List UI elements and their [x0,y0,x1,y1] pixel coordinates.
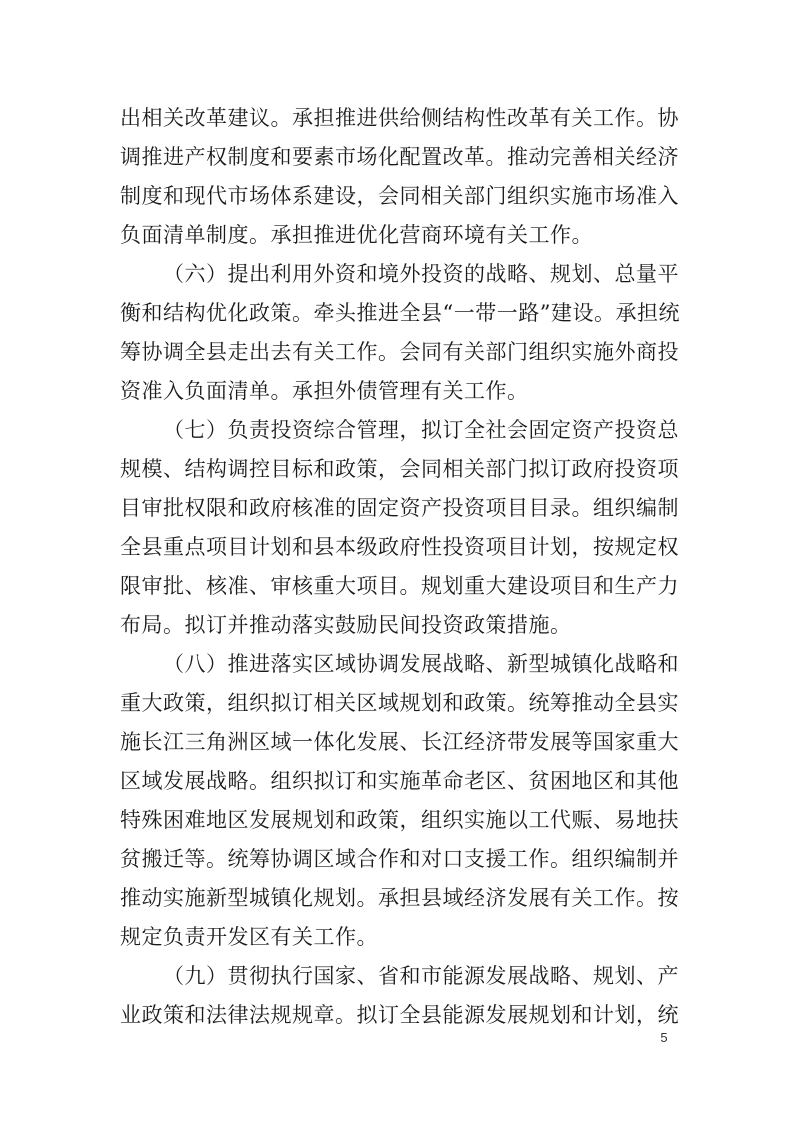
page-number: 5 [660,1030,668,1045]
text-line: 业政策和法律法规规章。拟订全县能源发展规划和计划，统 [120,1003,679,1027]
text-line: 全县重点项目计划和县本级政府性投资项目计划，按规定权 [120,535,679,559]
text-line: 重大政策，组织拟订相关区域规划和政策。统筹推动全县实 [120,691,679,715]
text-line: 区域发展战略。组织拟订和实施革命老区、贫困地区和其他 [120,769,679,793]
text-line: 筹协调全县走出去有关工作。会同有关部门组织实施外商投 [120,340,679,364]
text-line: 特殊困难地区发展规划和政策，组织实施以工代赈、易地扶 [120,808,679,832]
paragraph-start-line: （六）提出利用外资和境外投资的战略、规划、总量平 [163,262,679,286]
text-line: 负面清单制度。承担推进优化营商环境有关工作。 [120,223,593,247]
text-line: 施长江三角洲区域一体化发展、长江经济带发展等国家重大 [120,730,679,754]
text-line: 出相关改革建议。承担推进供给侧结构性改革有关工作。协 [120,106,679,130]
paragraph-start-line: （七）负责投资综合管理，拟订全社会固定资产投资总 [163,418,679,442]
text-line: 贫搬迁等。统筹协调区域合作和对口支援工作。组织编制并 [120,847,679,871]
text-line: 调推进产权制度和要素市场化配置改革。推动完善相关经济 [120,145,679,169]
paragraph-start-line: （八）推进落实区域协调发展战略、新型城镇化战略和 [163,652,679,676]
text-line: 规定负责开发区有关工作。 [120,925,378,949]
text-line: 限审批、核准、审核重大项目。规划重大建设项目和生产力 [120,574,679,598]
text-line: 资准入负面清单。承担外债管理有关工作。 [120,379,529,403]
text-line: 布局。拟订并推动落实鼓励民间投资政策措施。 [120,613,572,637]
text-line: 衡和结构优化政策。牵头推进全县“一带一路”建设。承担统 [120,301,680,325]
text-line: 推动实施新型城镇化规划。承担县域经济发展有关工作。按 [120,886,679,910]
text-line: 目审批权限和政府核准的固定资产投资项目目录。组织编制 [120,496,679,520]
text-line: 制度和现代市场体系建设，会同相关部门组织实施市场准入 [120,184,679,208]
text-line: 规模、结构调控目标和政策，会同相关部门拟订政府投资项 [120,457,679,481]
paragraph-start-line: （九）贯彻执行国家、省和市能源发展战略、规划、产 [163,964,679,988]
